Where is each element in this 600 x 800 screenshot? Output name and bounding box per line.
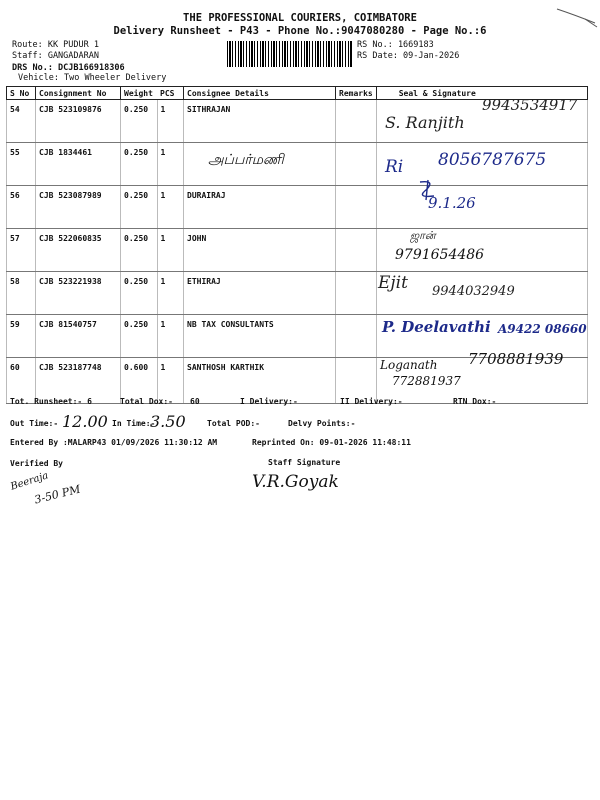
col-pcs: PCS bbox=[157, 87, 184, 100]
remarks-cell bbox=[336, 315, 377, 358]
pcs-cell: 1 bbox=[157, 186, 184, 229]
weight-cell: 0.250 bbox=[121, 143, 158, 186]
consignee-cell: ETHIRAJ bbox=[184, 272, 336, 315]
i-delivery: I Delivery:- bbox=[240, 397, 298, 406]
route-text: Route: KK PUDUR 1 bbox=[12, 40, 99, 50]
pcs-cell: 1 bbox=[157, 272, 184, 315]
sno-cell: 55 bbox=[7, 143, 36, 186]
total-runsheet: Tot. Runsheet:- 6 bbox=[10, 397, 92, 406]
signature-row-55: Ri bbox=[385, 157, 404, 177]
remarks-cell bbox=[336, 100, 377, 143]
signature-cell bbox=[376, 186, 587, 229]
col-sno: S No bbox=[7, 87, 36, 100]
staff-signature: V.R.Goyak bbox=[252, 472, 339, 492]
weight-cell: 0.250 bbox=[121, 315, 158, 358]
consignee-cell: SANTHOSH KARTHIK bbox=[184, 358, 336, 404]
staff-signature-label: Staff Signature bbox=[268, 458, 341, 467]
col-consignment: Consignment No bbox=[36, 87, 121, 100]
vehicle-text: Vehicle: Two Wheeler Delivery bbox=[18, 73, 167, 83]
total-pod: Total POD:- bbox=[207, 419, 260, 428]
sno-cell: 58 bbox=[7, 272, 36, 315]
phone-row-57: 9791654486 bbox=[395, 247, 485, 263]
signature-row-57: ஜான் bbox=[410, 229, 436, 242]
drs-number: DRS No.: DCJB166918306 bbox=[12, 63, 125, 73]
col-consignee: Consignee Details bbox=[184, 87, 336, 100]
total-dox-value: 60 bbox=[190, 397, 200, 406]
weight-cell: 0.600 bbox=[121, 358, 158, 404]
weight-cell: 0.250 bbox=[121, 229, 158, 272]
phone2-row-60: 772881937 bbox=[392, 374, 461, 388]
consignment-cell: CJB 523221938 bbox=[36, 272, 121, 315]
phone-row-59: A9422 08660 bbox=[498, 322, 587, 336]
in-time-value: 3.50 bbox=[150, 412, 186, 431]
pcs-cell: 1 bbox=[157, 358, 184, 404]
sno-cell: 56 bbox=[7, 186, 36, 229]
ii-delivery: II Delivery:- bbox=[340, 397, 403, 406]
weight-cell: 0.250 bbox=[121, 186, 158, 229]
phone-row-58: 9944032949 bbox=[432, 284, 515, 299]
sno-cell: 60 bbox=[7, 358, 36, 404]
weight-cell: 0.250 bbox=[121, 272, 158, 315]
verified-time: 3-50 PM bbox=[33, 482, 82, 507]
phone-row-60: 7708881939 bbox=[468, 350, 564, 368]
consignee-cell: SITHRAJAN bbox=[184, 100, 336, 143]
verified-signature: Beeraja bbox=[9, 470, 50, 493]
rtn-dox: RTN Dox:- bbox=[453, 397, 497, 406]
consignee-cell: NB TAX CONSULTANTS bbox=[184, 315, 336, 358]
remarks-cell bbox=[336, 143, 377, 186]
consignment-cell: CJB 523187748 bbox=[36, 358, 121, 404]
corner-scribble bbox=[555, 5, 600, 30]
consignment-cell: CJB 81540757 bbox=[36, 315, 121, 358]
pcs-cell: 1 bbox=[157, 100, 184, 143]
remarks-cell bbox=[336, 272, 377, 315]
pcs-cell: 1 bbox=[157, 315, 184, 358]
verified-by-label: Verified By bbox=[10, 459, 63, 468]
consignment-cell: CJB 1834461 bbox=[36, 143, 121, 186]
pcs-cell: 1 bbox=[157, 229, 184, 272]
rs-date: RS Date: 09-Jan-2026 bbox=[357, 51, 460, 61]
signature-row-60: Loganath bbox=[380, 358, 438, 372]
out-time-label: Out Time:- bbox=[10, 419, 59, 428]
col-remarks: Remarks bbox=[336, 87, 377, 100]
remarks-cell bbox=[336, 186, 377, 229]
consignee-cell: DURAIRAJ bbox=[184, 186, 336, 229]
out-time-value: 12.00 bbox=[62, 412, 108, 431]
sno-cell: 57 bbox=[7, 229, 36, 272]
total-dox-label: Total Dox:- bbox=[120, 397, 173, 406]
signature-row-58: Ejit bbox=[378, 273, 408, 293]
phone-row-55: 8056787675 bbox=[438, 150, 547, 170]
staff-text: Staff: GANGADARAN bbox=[12, 51, 99, 61]
table-row bbox=[7, 186, 588, 229]
date-row-56: 9.1.26 bbox=[428, 194, 476, 212]
consignment-cell: CJB 523087989 bbox=[36, 186, 121, 229]
delivery-points: Delvy Points:- bbox=[288, 419, 356, 428]
pcs-cell: 1 bbox=[157, 143, 184, 186]
in-time-label: In Time:- bbox=[112, 419, 156, 428]
handwritten-consignee: அப்பர்மணி bbox=[208, 152, 284, 168]
sno-cell: 54 bbox=[7, 100, 36, 143]
col-weight: Weight bbox=[121, 87, 158, 100]
col-signature: Seal & Signature bbox=[376, 87, 587, 100]
barcode-image bbox=[227, 41, 353, 67]
company-title: THE PROFESSIONAL COURIERS, COIMBATORE bbox=[183, 12, 417, 24]
consignment-cell: CJB 522060835 bbox=[36, 229, 121, 272]
phone-row-54: 9943534917 bbox=[482, 96, 578, 114]
signature-row-59: P. Deelavathi bbox=[382, 318, 491, 336]
rs-number: RS No.: 1669183 bbox=[357, 40, 434, 50]
signature-row-54: S. Ranjith bbox=[385, 113, 465, 132]
weight-cell: 0.250 bbox=[121, 100, 158, 143]
consignee-cell: JOHN bbox=[184, 229, 336, 272]
consignment-cell: CJB 523109876 bbox=[36, 100, 121, 143]
runsheet-subtitle: Delivery Runsheet - P43 - Phone No.:9047080280 - Page No.:6 bbox=[113, 25, 487, 37]
sno-cell: 59 bbox=[7, 315, 36, 358]
table-row bbox=[7, 229, 588, 272]
entered-by: Entered By :MALARP43 01/09/2026 11:30:12 AM bbox=[10, 438, 218, 447]
remarks-cell bbox=[336, 229, 377, 272]
reprinted-on: Reprinted On: 09-01-2026 11:48:11 bbox=[252, 438, 411, 447]
